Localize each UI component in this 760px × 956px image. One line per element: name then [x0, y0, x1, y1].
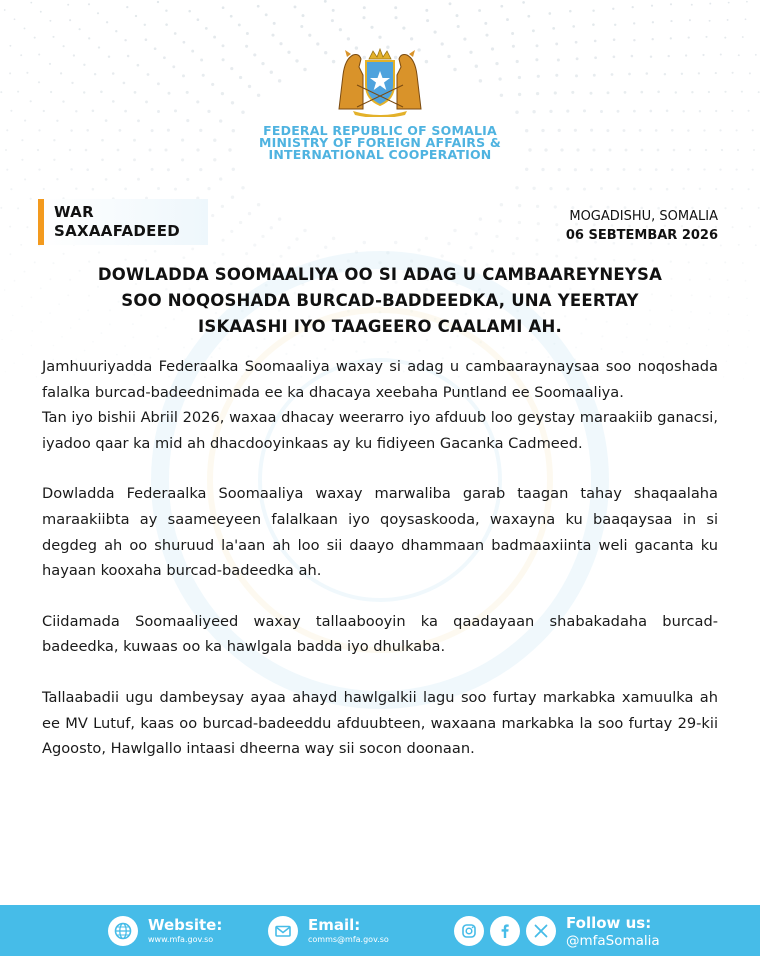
headline-line-1: DOWLADDA SOOMAALIYA OO SI ADAG U CAMBAAREYNEYSA — [97, 265, 663, 284]
x-icon[interactable] — [526, 916, 556, 946]
org-line-2: MINISTRY OF FOREIGN AFFAIRS & — [259, 135, 501, 150]
org-line-1: FEDERAL REPUBLIC OF SOMALIA — [263, 123, 497, 138]
press-release-line-2: SAXAAFADEED — [54, 222, 181, 240]
press-release-accent-bar — [38, 199, 44, 245]
ministry-name — [0, 125, 760, 161]
headline — [40, 262, 720, 340]
mail-icon — [268, 916, 298, 946]
facebook-icon[interactable] — [490, 916, 520, 946]
dateline — [566, 207, 718, 245]
body-paragraph-4: Ciidamada Soomaaliyeed waxay tallaabooyin ka qaadayaan shabakadaha burcad-badeedka, kuwaas oo ka hawlgala badda iyo dhulkaba. — [42, 612, 718, 656]
press-release-line-1: WAR — [54, 203, 94, 221]
follow-label: Follow us: — [566, 914, 652, 932]
somalia-coat-of-arms-emblem — [333, 45, 427, 117]
press-release-label — [54, 203, 180, 241]
headline-line-2: SOO NOQOSHADA BURCAD-BADDEEDKA, UNA YEERTAY — [121, 291, 639, 310]
press-release-body — [42, 354, 718, 762]
website-link[interactable]: www.mfa.gov.so — [148, 935, 214, 944]
website-label: Website: — [148, 916, 223, 934]
org-line-3: INTERNATIONAL COOPERATION — [268, 147, 492, 162]
headline-line-3: ISKAASHI IYO TAAGEERO CAALAMI AH. — [198, 317, 562, 336]
social-handle[interactable]: @mfaSomalia — [566, 933, 660, 949]
email-label: Email: — [308, 916, 361, 934]
globe-icon — [108, 916, 138, 946]
instagram-icon[interactable] — [454, 916, 484, 946]
body-paragraph-1: Jamhuuriyadda Federaalka Soomaaliya waxay si adag u cambaaraynaysaa soo noqoshada falalka burcad-badeednimada ee ka dhacaya xeebaha Puntland ee Soomaaliya. — [42, 358, 718, 401]
body-paragraph-2: Tan iyo bishii Abriil 2026, waxaa dhacay weerarro iyo afduub loo geystay maraakiib ganacsi, iyadoo qaar ka mid ah dhacdooyinkaas ay ku fidiyeen Gacanka Cadmeed. — [42, 409, 718, 452]
dateline-city: MOGADISHU, SOMALIA — [569, 209, 718, 224]
dateline-date: 06 SEBTEMBAR 2026 — [565, 228, 718, 243]
body-paragraph-5: Tallaabadii ugu dambeysay ayaa ahayd hawlgalkii lagu soo furtay markabka xamuulka ah ee MV Lutuf, kaas oo burcad-badeeddu afduubteen, waxaana markabka la soo furtay 29-kii Agoosto, Hawlgallo intaasi dheerna way sii socon doonaan. — [42, 688, 718, 758]
email-link[interactable]: comms@mfa.gov.so — [308, 935, 389, 944]
body-paragraph-3: Dowladda Federaalka Soomaaliya waxay marwaliba garab taagan tahay shaqaalaha maraakiibta ay saameeyeen falalkaan iyo qoysaskooda, waxayna ku baaqaysaa in si degdeg ah oo shuruud la'aan ah loo sii daayo dhammaan badmaaxiinta weli gacanta ku hayaan kooxaha burcad-badeedka ah. — [42, 485, 718, 580]
contact-footer — [0, 905, 760, 956]
